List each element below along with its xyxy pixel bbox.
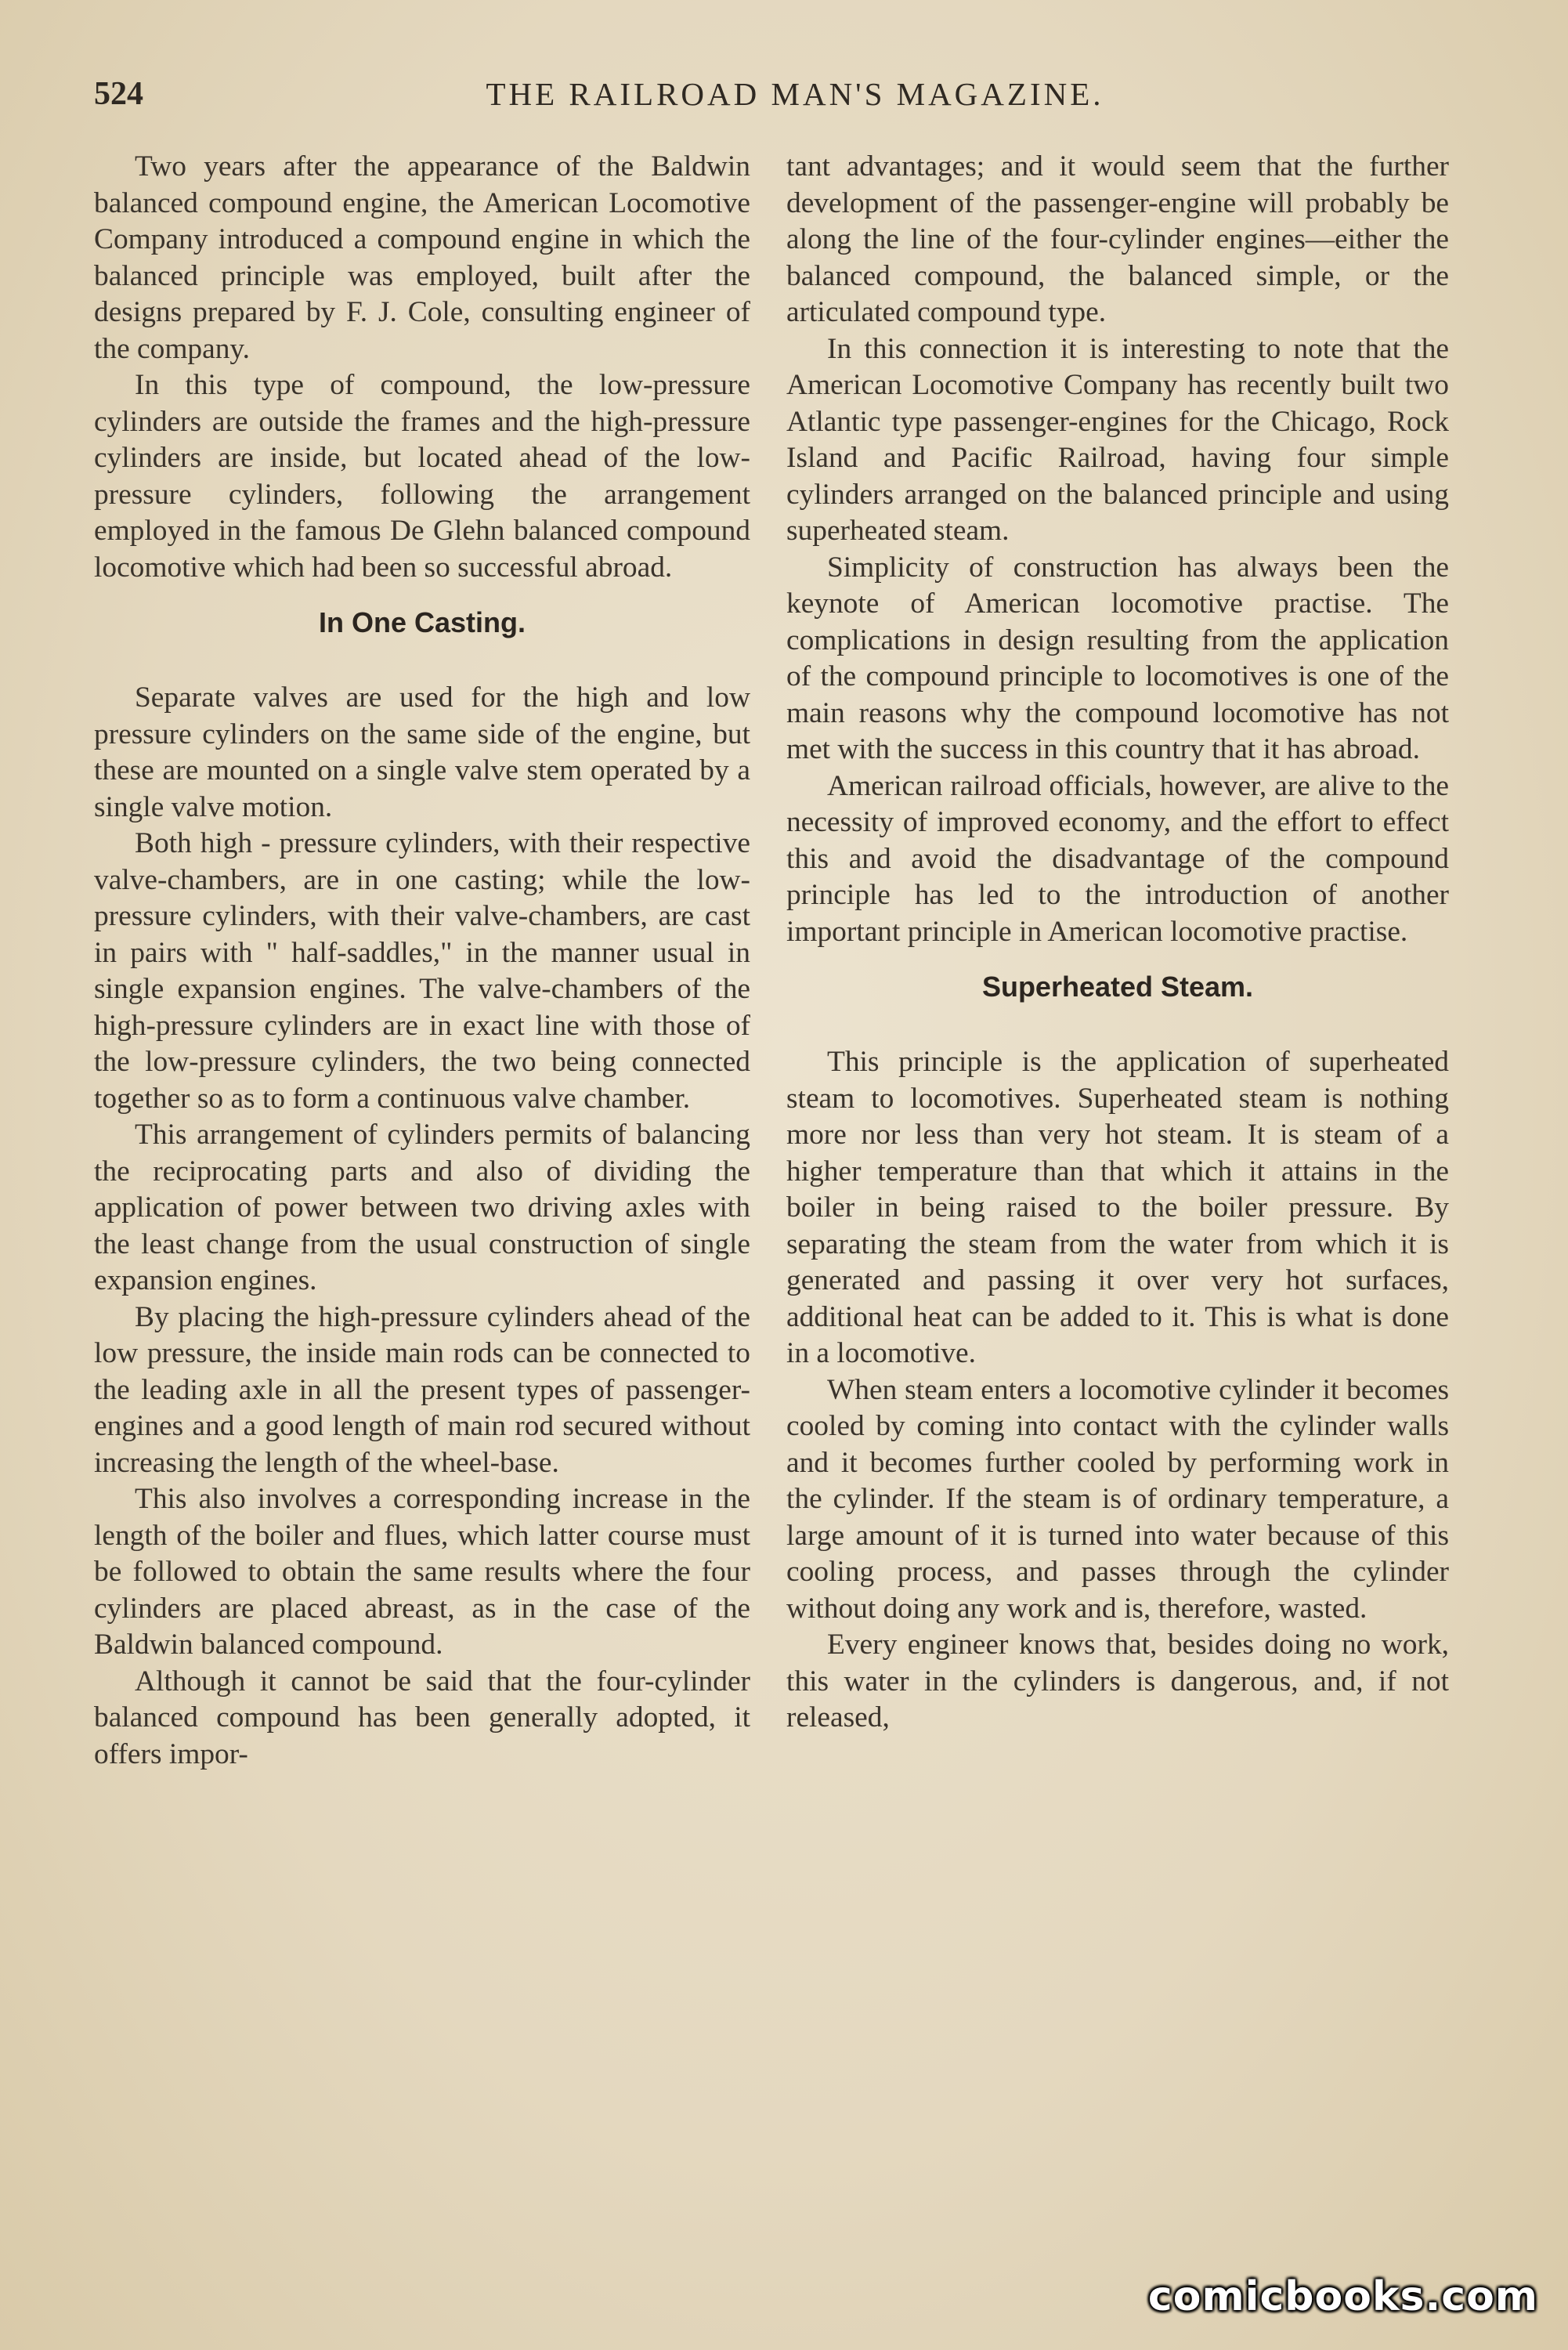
page-header xyxy=(94,75,1496,122)
paragraph: When steam enters a locomotive cylinder it becomes cooled by coming into contact with the cylinder walls and it becomes further cooled by performing work in the cylinder. If the steam is of ordinary temperature, a large amount of it is turned into water because of this cooling process, and passes through the cylinder without doing any work and is, therefore, wasted. xyxy=(786,1373,1449,1625)
paragraph: This arrangement of cylinders permits of balancing the reciprocating parts and also of dividing the application of power between two driving axles with the least change from the usual construction of single expansion engines. xyxy=(94,1119,750,1296)
paragraph: Simplicity of construction has always been the keynote of American locomotive practise. The complications in design resulting from the application of the compound principle to locomotives is one of the main reasons why the compound locomotive has not met with the success in this country that it has abroad. xyxy=(786,551,1449,765)
paragraph: By placing the high-pressure cylinders ahead of the low pressure, the inside main rods can be connected to the leading axle in all the present types of passenger-engines and a good length of main rod secured without increasing the length of the wheel-base. xyxy=(94,1300,750,1479)
paragraph: tant advantages; and it would seem that the further development of the passenger-engine will probably be along the line of the four-cylinder engines—either the balanced compound, the balanced simple, or the articulated compound type. xyxy=(786,150,1449,328)
paragraph: Every engineer knows that, besides doing no work, this water in the cylinders is dangerous, and, if not released, xyxy=(786,1629,1449,1734)
paragraph: In this type of compound, the low-pressure cylinders are outside the frames and the high-pressure cylinders are inside, but located ahead of the low-pressure cylinders, following the arrangement employed in the famous De Glehn balanced compound locomotive which had been so successful abroad. xyxy=(94,369,750,584)
paragraph: Two years after the appearance of the Baldwin balanced compound engine, the American Locomotive Company introduced a compound engine in which the balanced principle was employed, built after the designs prepared by F. J. Cole, consulting engineer of the company. xyxy=(94,150,750,365)
right-column xyxy=(786,149,1449,1737)
paragraph: Although it cannot be said that the four-cylinder balanced compound has been generally adopted, it offers impor- xyxy=(94,1665,750,1770)
paragraph: In this connection it is interesting to note that the American Locomotive Company has recently built two Atlantic type passenger-engines for the Chicago, Rock Island and Pacific Railroad, having four simple cylinders arranged on the balanced principle and using superheated steam. xyxy=(786,332,1449,547)
watermark: comicbooks.com xyxy=(1147,2273,1538,2320)
left-column xyxy=(94,149,750,1773)
section-heading: In One Casting. xyxy=(318,606,526,638)
section-heading: Superheated Steam. xyxy=(981,971,1254,1003)
magazine-title: THE RAILROAD MAN'S MAGAZINE. xyxy=(486,76,1104,112)
paragraph: Separate valves are used for the high and low pressure cylinders on the same side of the engine, but these are mounted on a single valve stem operated by a single valve motion. xyxy=(94,682,750,823)
paragraph: American railroad officials, however, are alive to the necessity of improved economy, and the effort to effect this and avoid the disadvantage of the compound principle has led to the introduction of another important principle in American locomotive practise. xyxy=(786,769,1449,948)
page-number: 524 xyxy=(94,76,143,112)
paragraph: This also involves a corresponding increase in the length of the boiler and flues, which latter course must be followed to obtain the same results where the four cylinders are placed abreast, as in the case of the Baldwin balanced compound. xyxy=(94,1483,750,1661)
paragraph: Both high - pressure cylinders, with their respective valve-chambers, are in one casting; while the low-pressure cylinders, with their valve-chambers, are cast in pairs with " half-saddles," in the manner usual in single expansion engines. The valve-chambers of the high-pressure cylinders are in exact line with those of the low-pressure cylinders, the two being connected together so as to form a continuous valve chamber. xyxy=(94,827,750,1115)
paragraph: This principle is the application of superheated steam to locomotives. Superheated steam is nothing more nor less than very hot steam. It is steam of a higher temperature than that which it attains in the boiler in being raised to the boiler pressure. By separating the steam from the water from which it is generated and passing it over very hot surfaces, additional heat can be added to it. This is what is done in a locomotive. xyxy=(786,1046,1449,1369)
